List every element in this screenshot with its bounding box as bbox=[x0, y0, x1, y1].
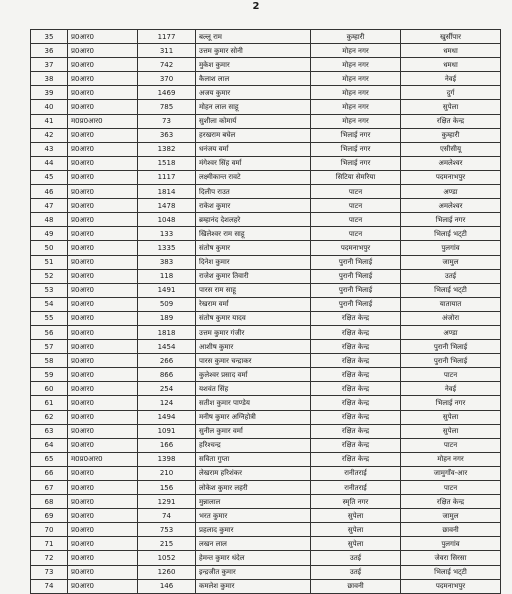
serial-number-cell: 66 bbox=[31, 466, 68, 480]
current-posting-cell: पदमनाभपुर bbox=[311, 241, 401, 255]
new-posting-cell: एसीसीयू bbox=[401, 142, 501, 156]
name-cell: बल्लू राम bbox=[196, 30, 311, 44]
rank-cell: प्र0आर0 bbox=[68, 340, 138, 354]
table-row bbox=[31, 170, 501, 184]
new-posting-cell: भिलाई भट्‌टी bbox=[401, 565, 501, 579]
table-row bbox=[31, 410, 501, 424]
new-posting-cell: दुर्ग bbox=[401, 86, 501, 100]
new-posting-cell: जामुगाँव-आर bbox=[401, 466, 501, 480]
new-posting-cell: खुर्सीपार bbox=[401, 30, 501, 44]
name-cell: पारस कुमार चन्द्राकर bbox=[196, 354, 311, 368]
name-cell: इन्द्रजीत कुमार bbox=[196, 565, 311, 579]
table-row bbox=[31, 481, 501, 495]
table-row bbox=[31, 297, 501, 311]
new-posting-cell: पाटन bbox=[401, 368, 501, 382]
name-cell: कमलेश कुमार bbox=[196, 579, 311, 593]
serial-number-cell: 49 bbox=[31, 227, 68, 241]
current-posting-cell: रक्षित केन्द्र bbox=[311, 354, 401, 368]
table-row bbox=[31, 241, 501, 255]
badge-number-cell: 1478 bbox=[138, 199, 196, 213]
name-cell: मुन्नालाल bbox=[196, 495, 311, 509]
rank-cell: प्र0आर0 bbox=[68, 241, 138, 255]
name-cell: लेखराम हरिशंकर bbox=[196, 466, 311, 480]
name-cell: दिनेश कुमार bbox=[196, 255, 311, 269]
rank-cell: प्र0आर0 bbox=[68, 311, 138, 325]
badge-number-cell: 1398 bbox=[138, 452, 196, 466]
current-posting-cell: मोहन नगर bbox=[311, 86, 401, 100]
badge-number-cell: 785 bbox=[138, 100, 196, 114]
current-posting-cell: सिटिया सेमरिया bbox=[311, 170, 401, 184]
serial-number-cell: 45 bbox=[31, 170, 68, 184]
new-posting-cell: अंजोरा bbox=[401, 311, 501, 325]
table-row bbox=[31, 325, 501, 339]
badge-number-cell: 370 bbox=[138, 72, 196, 86]
name-cell: सुनील कुमार वर्मा bbox=[196, 424, 311, 438]
name-cell: हेमन्त कुमार धंदेल bbox=[196, 551, 311, 565]
name-cell: आशीष कुमार bbox=[196, 340, 311, 354]
current-posting-cell: रक्षित केन्द्र bbox=[311, 368, 401, 382]
current-posting-cell: भिलाई नगर bbox=[311, 142, 401, 156]
page-number: 2 bbox=[252, 1, 260, 12]
table-row bbox=[31, 495, 501, 509]
table-row bbox=[31, 523, 501, 537]
table-row bbox=[31, 213, 501, 227]
rank-cell: प्र0आर0 bbox=[68, 551, 138, 565]
new-posting-cell: अमलेश्वर bbox=[401, 199, 501, 213]
badge-number-cell: 189 bbox=[138, 311, 196, 325]
rank-cell: प्र0आर0 bbox=[68, 227, 138, 241]
badge-number-cell: 383 bbox=[138, 255, 196, 269]
new-posting-cell: पदमनाभपुर bbox=[401, 170, 501, 184]
new-posting-cell: भिलाई नगर bbox=[401, 396, 501, 410]
table-row bbox=[31, 579, 501, 593]
badge-number-cell: 1469 bbox=[138, 86, 196, 100]
table-row bbox=[31, 114, 501, 128]
rank-cell: प्र0आर0 bbox=[68, 565, 138, 579]
serial-number-cell: 44 bbox=[31, 156, 68, 170]
name-cell: सतीश कुमार पाण्डेय bbox=[196, 396, 311, 410]
current-posting-cell: रक्षित केन्द्र bbox=[311, 452, 401, 466]
rank-cell: म0प्र0आर0 bbox=[68, 114, 138, 128]
current-posting-cell: पुरानी भिलाई bbox=[311, 283, 401, 297]
serial-number-cell: 43 bbox=[31, 142, 68, 156]
serial-number-cell: 46 bbox=[31, 185, 68, 199]
serial-number-cell: 47 bbox=[31, 199, 68, 213]
table-row bbox=[31, 58, 501, 72]
badge-number-cell: 1260 bbox=[138, 565, 196, 579]
badge-number-cell: 1814 bbox=[138, 185, 196, 199]
name-cell: राकेश कुमार bbox=[196, 199, 311, 213]
new-posting-cell: सुपेला bbox=[401, 424, 501, 438]
table-row bbox=[31, 311, 501, 325]
table-row bbox=[31, 509, 501, 523]
rank-cell: प्र0आर0 bbox=[68, 396, 138, 410]
rank-cell: प्र0आर0 bbox=[68, 128, 138, 142]
current-posting-cell: रक्षित केन्द्र bbox=[311, 311, 401, 325]
new-posting-cell: छावनी bbox=[401, 523, 501, 537]
serial-number-cell: 60 bbox=[31, 382, 68, 396]
name-cell: मनीष कुमार अग्निहोत्री bbox=[196, 410, 311, 424]
badge-number-cell: 1382 bbox=[138, 142, 196, 156]
badge-number-cell: 215 bbox=[138, 537, 196, 551]
serial-number-cell: 73 bbox=[31, 565, 68, 579]
serial-number-cell: 57 bbox=[31, 340, 68, 354]
badge-number-cell: 742 bbox=[138, 58, 196, 72]
current-posting-cell: पाटन bbox=[311, 227, 401, 241]
rank-cell: प्र0आर0 bbox=[68, 410, 138, 424]
current-posting-cell: उतई bbox=[311, 551, 401, 565]
badge-number-cell: 1818 bbox=[138, 325, 196, 339]
current-posting-cell: सुपेला bbox=[311, 523, 401, 537]
badge-number-cell: 124 bbox=[138, 396, 196, 410]
new-posting-cell: नेवई bbox=[401, 72, 501, 86]
transfer-table bbox=[30, 29, 501, 594]
name-cell: खिलेश्वर राम साहू bbox=[196, 227, 311, 241]
serial-number-cell: 51 bbox=[31, 255, 68, 269]
serial-number-cell: 64 bbox=[31, 438, 68, 452]
serial-number-cell: 41 bbox=[31, 114, 68, 128]
serial-number-cell: 55 bbox=[31, 311, 68, 325]
table-row bbox=[31, 185, 501, 199]
new-posting-cell: पुलगांव bbox=[401, 537, 501, 551]
serial-number-cell: 35 bbox=[31, 30, 68, 44]
serial-number-cell: 65 bbox=[31, 452, 68, 466]
new-posting-cell: पाटन bbox=[401, 438, 501, 452]
badge-number-cell: 73 bbox=[138, 114, 196, 128]
name-cell: संतोष कुमार यादव bbox=[196, 311, 311, 325]
name-cell: पारस राम साहू bbox=[196, 283, 311, 297]
serial-number-cell: 71 bbox=[31, 537, 68, 551]
serial-number-cell: 42 bbox=[31, 128, 68, 142]
rank-cell: प्र0आर0 bbox=[68, 523, 138, 537]
name-cell: मंगेश्वर सिंह वर्मा bbox=[196, 156, 311, 170]
current-posting-cell: पाटन bbox=[311, 213, 401, 227]
name-cell: संतोष कुमार bbox=[196, 241, 311, 255]
rank-cell: प्र0आर0 bbox=[68, 368, 138, 382]
serial-number-cell: 61 bbox=[31, 396, 68, 410]
current-posting-cell: सुपेला bbox=[311, 509, 401, 523]
badge-number-cell: 266 bbox=[138, 354, 196, 368]
badge-number-cell: 133 bbox=[138, 227, 196, 241]
table-row bbox=[31, 142, 501, 156]
name-cell: मुकेश कुमार bbox=[196, 58, 311, 72]
current-posting-cell: पाटन bbox=[311, 199, 401, 213]
current-posting-cell: रक्षित केन्द्र bbox=[311, 410, 401, 424]
rank-cell: प्र0आर0 bbox=[68, 579, 138, 593]
rank-cell: प्र0आर0 bbox=[68, 269, 138, 283]
badge-number-cell: 1091 bbox=[138, 424, 196, 438]
serial-number-cell: 39 bbox=[31, 86, 68, 100]
rank-cell: प्र0आर0 bbox=[68, 354, 138, 368]
table-row bbox=[31, 382, 501, 396]
table-row bbox=[31, 354, 501, 368]
serial-number-cell: 48 bbox=[31, 213, 68, 227]
name-cell: धनंजय वर्मा bbox=[196, 142, 311, 156]
badge-number-cell: 166 bbox=[138, 438, 196, 452]
table-row bbox=[31, 283, 501, 297]
name-cell: अजय कुमार bbox=[196, 86, 311, 100]
serial-number-cell: 74 bbox=[31, 579, 68, 593]
new-posting-cell: मोहन नगर bbox=[401, 452, 501, 466]
serial-number-cell: 58 bbox=[31, 354, 68, 368]
table-row bbox=[31, 466, 501, 480]
new-posting-cell: जामुल bbox=[401, 255, 501, 269]
new-posting-cell: भिलाई भट्‌टी bbox=[401, 283, 501, 297]
new-posting-cell: पाटन bbox=[401, 481, 501, 495]
table-row bbox=[31, 269, 501, 283]
badge-number-cell: 146 bbox=[138, 579, 196, 593]
new-posting-cell: रक्षित केन्द्र bbox=[401, 495, 501, 509]
current-posting-cell: मोहन नगर bbox=[311, 58, 401, 72]
name-cell: लक्ष्मीकान्त रावटे bbox=[196, 170, 311, 184]
new-posting-cell: भिलाई भट्‌टी bbox=[401, 227, 501, 241]
current-posting-cell: कुम्हारी bbox=[311, 30, 401, 44]
serial-number-cell: 40 bbox=[31, 100, 68, 114]
name-cell: हरखराम बघेल bbox=[196, 128, 311, 142]
new-posting-cell: रक्षित केन्द्र bbox=[401, 114, 501, 128]
rank-cell: प्र0आर0 bbox=[68, 283, 138, 297]
current-posting-cell: उतई bbox=[311, 565, 401, 579]
serial-number-cell: 53 bbox=[31, 283, 68, 297]
rank-cell: प्र0आर0 bbox=[68, 495, 138, 509]
new-posting-cell: अण्डा bbox=[401, 325, 501, 339]
new-posting-cell: अमलेश्वर bbox=[401, 156, 501, 170]
rank-cell: प्र0आर0 bbox=[68, 424, 138, 438]
table-row bbox=[31, 452, 501, 466]
rank-cell: प्र0आर0 bbox=[68, 100, 138, 114]
badge-number-cell: 1491 bbox=[138, 283, 196, 297]
name-cell: प्रहलाद कुमार bbox=[196, 523, 311, 537]
name-cell: दिलीप राउत bbox=[196, 185, 311, 199]
current-posting-cell: पाटन bbox=[311, 185, 401, 199]
table-row bbox=[31, 44, 501, 58]
serial-number-cell: 62 bbox=[31, 410, 68, 424]
new-posting-cell: सुपेला bbox=[401, 410, 501, 424]
serial-number-cell: 70 bbox=[31, 523, 68, 537]
table-row bbox=[31, 100, 501, 114]
table-row bbox=[31, 368, 501, 382]
rank-cell: प्र0आर0 bbox=[68, 199, 138, 213]
rank-cell: प्र0आर0 bbox=[68, 156, 138, 170]
badge-number-cell: 363 bbox=[138, 128, 196, 142]
rank-cell: म0प्र0आर0 bbox=[68, 452, 138, 466]
badge-number-cell: 1518 bbox=[138, 156, 196, 170]
name-cell: सुशीला कोमार्य bbox=[196, 114, 311, 128]
current-posting-cell: रक्षित केन्द्र bbox=[311, 396, 401, 410]
badge-number-cell: 1048 bbox=[138, 213, 196, 227]
name-cell: कैलाश लाल bbox=[196, 72, 311, 86]
rank-cell: प्र0आर0 bbox=[68, 44, 138, 58]
name-cell: लखन लाल bbox=[196, 537, 311, 551]
current-posting-cell: सुपेला bbox=[311, 537, 401, 551]
table-row bbox=[31, 128, 501, 142]
name-cell: उत्तम कुमार सोनी bbox=[196, 44, 311, 58]
new-posting-cell: उतई bbox=[401, 269, 501, 283]
name-cell: सविता गुप्ता bbox=[196, 452, 311, 466]
current-posting-cell: छावनी bbox=[311, 579, 401, 593]
current-posting-cell: रानीतराई bbox=[311, 466, 401, 480]
current-posting-cell: रक्षित केन्द्र bbox=[311, 382, 401, 396]
rank-cell: प्र0आर0 bbox=[68, 213, 138, 227]
badge-number-cell: 509 bbox=[138, 297, 196, 311]
name-cell: भरत कुमार bbox=[196, 509, 311, 523]
table-row bbox=[31, 537, 501, 551]
new-posting-cell: पुरानी भिलाई bbox=[401, 340, 501, 354]
rank-cell: प्र0आर0 bbox=[68, 185, 138, 199]
current-posting-cell: स्मृति नगर bbox=[311, 495, 401, 509]
current-posting-cell: भिलाई नगर bbox=[311, 128, 401, 142]
name-cell: यशवंत सिंह bbox=[196, 382, 311, 396]
serial-number-cell: 37 bbox=[31, 58, 68, 72]
badge-number-cell: 1052 bbox=[138, 551, 196, 565]
rank-cell: प्र0आर0 bbox=[68, 537, 138, 551]
badge-number-cell: 156 bbox=[138, 481, 196, 495]
rank-cell: प्र0आर0 bbox=[68, 481, 138, 495]
table-row bbox=[31, 424, 501, 438]
new-posting-cell: पुरानी भिलाई bbox=[401, 354, 501, 368]
new-posting-cell: जेवरा सिरसा bbox=[401, 551, 501, 565]
serial-number-cell: 72 bbox=[31, 551, 68, 565]
new-posting-cell: भिलाई नगर bbox=[401, 213, 501, 227]
badge-number-cell: 866 bbox=[138, 368, 196, 382]
current-posting-cell: रक्षित केन्द्र bbox=[311, 424, 401, 438]
name-cell: हरिश्चन्द्र bbox=[196, 438, 311, 452]
rank-cell: प्र0आर0 bbox=[68, 86, 138, 100]
new-posting-cell: धमधा bbox=[401, 58, 501, 72]
table-row bbox=[31, 156, 501, 170]
badge-number-cell: 1291 bbox=[138, 495, 196, 509]
current-posting-cell: मोहन नगर bbox=[311, 72, 401, 86]
badge-number-cell: 118 bbox=[138, 269, 196, 283]
name-cell: लोकेश कुमार लहरी bbox=[196, 481, 311, 495]
rank-cell: प्र0आर0 bbox=[68, 255, 138, 269]
name-cell: ब्रम्हानंद देशलहरे bbox=[196, 213, 311, 227]
serial-number-cell: 68 bbox=[31, 495, 68, 509]
table-row bbox=[31, 86, 501, 100]
table-row bbox=[31, 438, 501, 452]
current-posting-cell: रक्षित केन्द्र bbox=[311, 438, 401, 452]
rank-cell: प्र0आर0 bbox=[68, 58, 138, 72]
new-posting-cell: यातायात bbox=[401, 297, 501, 311]
badge-number-cell: 210 bbox=[138, 466, 196, 480]
current-posting-cell: मोहन नगर bbox=[311, 44, 401, 58]
table-row bbox=[31, 255, 501, 269]
serial-number-cell: 54 bbox=[31, 297, 68, 311]
rank-cell: प्र0आर0 bbox=[68, 142, 138, 156]
rank-cell: प्र0आर0 bbox=[68, 297, 138, 311]
table-body bbox=[31, 30, 501, 594]
badge-number-cell: 1117 bbox=[138, 170, 196, 184]
table-row bbox=[31, 227, 501, 241]
serial-number-cell: 50 bbox=[31, 241, 68, 255]
new-posting-cell: अण्डा bbox=[401, 185, 501, 199]
current-posting-cell: भिलाई नगर bbox=[311, 156, 401, 170]
table-row bbox=[31, 199, 501, 213]
current-posting-cell: पुरानी भिलाई bbox=[311, 297, 401, 311]
name-cell: मोहन लाल साहू bbox=[196, 100, 311, 114]
serial-number-cell: 67 bbox=[31, 481, 68, 495]
badge-number-cell: 753 bbox=[138, 523, 196, 537]
new-posting-cell: कुम्हारी bbox=[401, 128, 501, 142]
serial-number-cell: 36 bbox=[31, 44, 68, 58]
name-cell: राजेश कुमार तिवारी bbox=[196, 269, 311, 283]
serial-number-cell: 52 bbox=[31, 269, 68, 283]
table-row bbox=[31, 565, 501, 579]
rank-cell: प्र0आर0 bbox=[68, 72, 138, 86]
table-row bbox=[31, 30, 501, 44]
name-cell: कुलेश्वर प्रसाद वर्मा bbox=[196, 368, 311, 382]
badge-number-cell: 311 bbox=[138, 44, 196, 58]
rank-cell: प्र0आर0 bbox=[68, 466, 138, 480]
name-cell: उत्तम कुमार गंजीर bbox=[196, 325, 311, 339]
serial-number-cell: 38 bbox=[31, 72, 68, 86]
serial-number-cell: 69 bbox=[31, 509, 68, 523]
new-posting-cell: पदमनाभपुर bbox=[401, 579, 501, 593]
badge-number-cell: 1177 bbox=[138, 30, 196, 44]
badge-number-cell: 1454 bbox=[138, 340, 196, 354]
current-posting-cell: रानीतराई bbox=[311, 481, 401, 495]
new-posting-cell: सुपेला bbox=[401, 100, 501, 114]
table-row bbox=[31, 396, 501, 410]
rank-cell: प्र0आर0 bbox=[68, 30, 138, 44]
current-posting-cell: मोहन नगर bbox=[311, 100, 401, 114]
badge-number-cell: 1494 bbox=[138, 410, 196, 424]
new-posting-cell: पुलगांव bbox=[401, 241, 501, 255]
table-row bbox=[31, 340, 501, 354]
serial-number-cell: 59 bbox=[31, 368, 68, 382]
current-posting-cell: मोहन नगर bbox=[311, 114, 401, 128]
badge-number-cell: 1335 bbox=[138, 241, 196, 255]
badge-number-cell: 74 bbox=[138, 509, 196, 523]
serial-number-cell: 63 bbox=[31, 424, 68, 438]
badge-number-cell: 254 bbox=[138, 382, 196, 396]
rank-cell: प्र0आर0 bbox=[68, 382, 138, 396]
new-posting-cell: जामुल bbox=[401, 509, 501, 523]
current-posting-cell: रक्षित केन्द्र bbox=[311, 340, 401, 354]
serial-number-cell: 56 bbox=[31, 325, 68, 339]
current-posting-cell: रक्षित केन्द्र bbox=[311, 325, 401, 339]
rank-cell: प्र0आर0 bbox=[68, 509, 138, 523]
name-cell: रेखराम वर्मा bbox=[196, 297, 311, 311]
new-posting-cell: धमधा bbox=[401, 44, 501, 58]
table-row bbox=[31, 72, 501, 86]
table-row bbox=[31, 551, 501, 565]
rank-cell: प्र0आर0 bbox=[68, 438, 138, 452]
new-posting-cell: नेवई bbox=[401, 382, 501, 396]
rank-cell: प्र0आर0 bbox=[68, 170, 138, 184]
current-posting-cell: पुरानी भिलाई bbox=[311, 255, 401, 269]
current-posting-cell: पुरानी भिलाई bbox=[311, 269, 401, 283]
rank-cell: प्र0आर0 bbox=[68, 325, 138, 339]
